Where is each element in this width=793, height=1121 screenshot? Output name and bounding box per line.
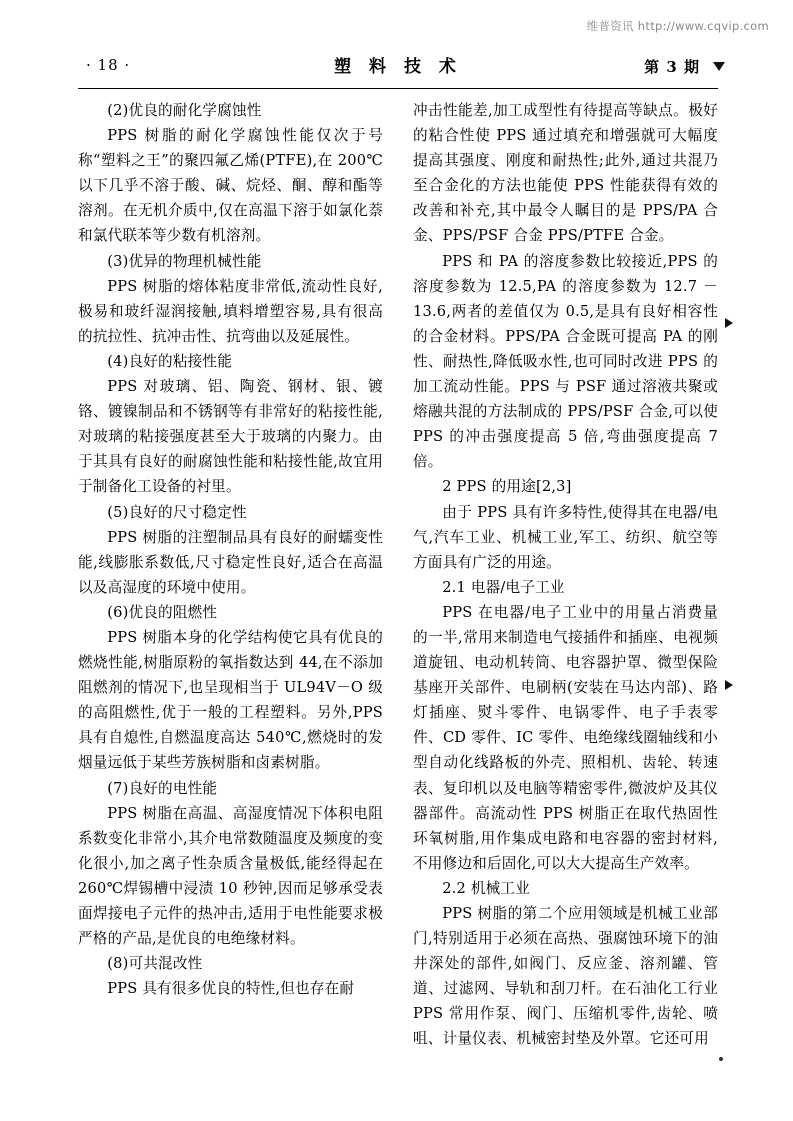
section-heading: 2 PPS 的用途[2,3] [442,478,572,496]
paragraph: PPS 具有很多优良的特性,但也存在耐 [107,980,355,998]
watermark-text: 维普资讯 http://www.cqvip.com [586,19,769,33]
issue-number: 第 3 期 [644,58,700,76]
paragraph: PPS 在电器/电子工业中的用量占消费量的一半,常用来制造电气接插件和插座、电视频道旋钮、电动机转筒、电容器护罩、微型保险基座开关部件、电刷柄(安装在马达内部)、路灯插座、熨斗零件、电锅零件、电子手表零件、CD 零件、IC 零件、电绝缘线圈轴线和小型自动化线路板的外壳、照相机、齿轮、转速表、复印机以及电脑等精密零件,微波炉及其仪器部件。高流动性 PPS 树脂正在取代热固性环氧树脂,用作集成电路和电容器的密封材料,不用修边和后固化,可以大大提高生产效率。 [413,603,718,872]
page-number: · 18 · [86,56,131,74]
triangle-right-icon [725,680,733,690]
article-body [78,98,718,1098]
paragraph: (6)优良的阻燃性 [107,603,218,621]
triangle-right-icon [725,318,733,328]
paragraph: PPS 和 PA 的溶度参数比较接近,PPS 的溶度参数为 12.5,PA 的溶度参数为 12.7 － 13.6,两者的差值仅为 0.5,是具有良好相容性的合金材料。PPS/PA 合金既可提高 PA 的刚性、耐热性,降低吸水性,也可同时改进 PPS 的加工流动性能。PPS 与 PSF 通过溶液共聚或熔融共混的方法制成的 PPS/PSF 合金,可以使 PPS 的冲击强度提高 5 倍,弯曲强度提高 7 倍。 [413,252,718,471]
paragraph: PPS 树脂的注塑制品具有良好的耐蠕变性能,线膨胀系数低,尺寸稳定性良好,适合在高温以及高湿度的环境中使用。 [78,528,383,596]
paragraph: (5)良好的尺寸稳定性 [107,503,247,521]
paragraph: PPS 树脂本身的化学结构使它具有优良的燃烧性能,树脂原粉的氧指数达到 44,在不添加阻燃剂的情况下,也呈现相当于 UL94V－O 级的高阻燃性,优于一般的工程塑料。另外,PPS 具有自熄性,自燃温度高达 540℃,燃烧时的发烟量远低于某些芳族树脂和卤素树脂。 [78,628,383,772]
right-column [413,98,718,1098]
left-column [78,98,383,1098]
page-dot-icon [719,1057,723,1061]
page-header [78,52,718,82]
triangle-down-icon [713,62,725,71]
paragraph: PPS 对玻璃、铝、陶瓷、钢材、银、镀铬、镀镍制品和不锈钢等有非常好的粘接性能,对玻璃的粘接强度甚至大于玻璃的内聚力。由于其具有良好的耐腐蚀性能和粘接性能,故宜用于制备化工设备的衬里。 [78,378,383,496]
paragraph: (2)优良的耐化学腐蚀性 [107,102,262,119]
section-heading: 2.2 机械工业 [442,879,531,897]
paragraph: 冲击性能差,加工成型性有待提高等缺点。极好的粘合性使 PPS 通过填充和增强就可大幅度提高其强度、刚度和耐热性;此外,通过共混乃至合金化的方法也能使 PPS 性能获得有效的改善和补充,其中最令人瞩目的是 PPS/PA 合金、PPS/PSF 合金 PPS/PTFE 合金。 [413,102,718,245]
paragraph: (4)良好的粘接性能 [107,352,233,370]
journal-title: 塑 料 技 术 [334,57,462,77]
paragraph: PPS 树脂的第二个应用领域是机械工业部门,特别适用于必须在高热、强腐蚀环境下的油井深处的部件,如阀门、反应釜、溶剂罐、管道、过滤网、导轨和刮刀杆。在石油化工行业 PPS 常用作泵、阀门、压缩机零件,齿轮、喷咀、计量仪表、机械密封垫及外罩。它还可用 [413,905,718,1048]
paragraph: (3)优异的物理机械性能 [107,252,262,270]
paragraph: PPS 树脂的耐化学腐蚀性能仅次于号称“塑料之王”的聚四氟乙烯(PTFE),在 200℃以下几乎不溶于酸、碱、烷烃、酮、醇和酯等溶剂。在无机介质中,仅在高温下溶于如氯化萘和氯代联苯等少数有机溶剂。 [78,127,383,245]
paragraph: (7)良好的电性能 [107,779,218,797]
section-heading: 2.1 电器/电子工业 [442,578,565,596]
header-divider [78,88,718,89]
paragraph: PPS 树脂的熔体粘度非常低,流动性良好,极易和玻纤湿润接触,填料增塑容易,具有很高的抗拉性、抗冲击性、抗弯曲以及延展性。 [78,277,383,345]
paragraph: 由于 PPS 具有许多特性,使得其在电器/电气,汽车工业、机械工业,军工、纺织、航空等方面具有广泛的用途。 [413,503,718,571]
paragraph: (8)可共混改性 [107,955,203,973]
paragraph: PPS 树脂在高温、高湿度情况下体积电阻系数变化非常小,其介电常数随温度及频度的变化很小,加之离子性杂质含量极低,能经得起在 260℃焊锡槽中浸渍 10 秒钟,因而足够承受表面焊接电子元件的热冲击,适用于电性能要求极严格的产品,是优良的电绝缘材料。 [78,804,383,948]
